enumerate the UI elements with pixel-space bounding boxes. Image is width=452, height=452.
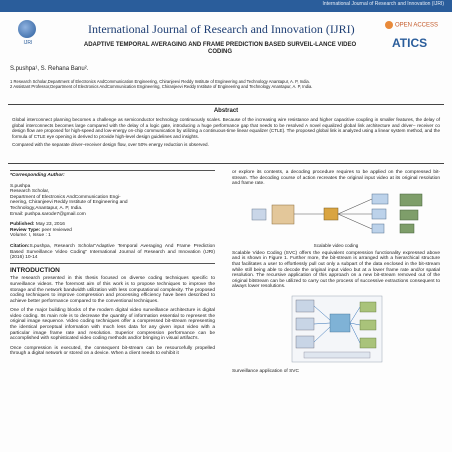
figure-caption: Scalable video coding — [313, 242, 359, 248]
globe-icon — [18, 20, 36, 38]
corresponding-author-heading: *Corresponding Author: — [10, 173, 65, 178]
surveillance-diagram — [232, 294, 440, 366]
corr-line: Technology,Anantapur, A. P, India. — [10, 205, 83, 211]
corr-line: S.pushpa — [10, 183, 31, 189]
corr-line: Department of Electronics AndCommunication Engi- — [10, 194, 121, 200]
open-access-text: OPEN ACCESS — [395, 22, 439, 29]
affiliation-2: 2 Assistant Professor,Department of Electronics AndCommunication Engineering, Chiranjeevi Reddy Institute of Engineering and Technology Anantapur, A. P, India. — [10, 84, 313, 90]
open-access-badge — [385, 21, 438, 29]
figure-caption: Surveillance application of SVC — [232, 368, 299, 374]
review-label: Review Type: — [10, 227, 41, 233]
affiliation-1: 1 Research Scholar,Department of Electronics AndCommunication Engineering, Chiranjeevi Reddy Institute of Engineering and Technology Anantapur, A. P, India. — [10, 79, 310, 84]
open-access-icon — [385, 21, 393, 29]
journal-title: International Journal of Research and Innovation (IJRI) — [88, 22, 355, 36]
abstract-heading: Abstract — [213, 108, 239, 114]
left-column — [10, 170, 215, 361]
review-value: peer reviewed — [40, 227, 72, 233]
logo-text: IJRI — [23, 40, 33, 46]
corresponding-author-box — [10, 170, 215, 264]
author-list: S.pushpa¹, S. Rehana Banu². — [10, 66, 89, 72]
volume-info: Volume: I, Issue : 1 — [10, 233, 51, 239]
corr-email[interactable]: Email: pushpa.sarode7@gmail.com — [10, 211, 86, 217]
journal-header-bar — [0, 0, 452, 12]
abstract-section — [8, 104, 444, 164]
svc-diagram — [232, 191, 440, 243]
corr-line: Research Scholar, — [10, 189, 50, 195]
body-paragraph: or explore its contents, a decoding procedure requires to be applied on the compressed bit-stream. The decoding course of action recreates the original input video at its original resolution and frame rate. — [232, 170, 440, 187]
abstract-body-2: Compared with the separate driver–receiver design flow, over 50% energy reduction is observed. — [12, 142, 209, 148]
citation-text: S.pushpa, Research Scholar"Adaptive Temporal Averaging And Frame Prediction Based Surveillance Video Coding" International Journal of Research and Innovation (IJRI) (2016) 10-14 — [10, 243, 215, 261]
corr-line: neering, Chiranjeevi Reddy Institute of Engineering and — [10, 200, 128, 206]
right-column — [232, 170, 440, 374]
citation-label: Citation: — [10, 243, 30, 249]
journal-logo — [12, 18, 44, 50]
atics-text: ATICS — [392, 36, 428, 50]
figure-surveillance-svc — [232, 294, 440, 374]
abstract-body: Global interconnect planning becomes a challenge as semiconductor technology continuously scales. Because of the increasing wire resistance and higher capacitive coupling in smaller features, the delay of global interconnects becomes large compared with the delay of a logic gate, introducing a huge performance gap that needs to be resolved A novel equalized global link architecture and driver– receiver co design flow are proposed for high-speed and low-energy on-chip communication by utilizing a continuous-time linear equalizer (CTLE). The proposed global link is analyzed using a linear system method, and the formula of CTLE eye opening is derived to provide high-level design guidelines and insights. — [12, 117, 440, 139]
atics-logo — [392, 36, 427, 50]
published-value: May 23, 2016 — [34, 222, 65, 228]
paper-title: ADAPTIVE TEMPORAL AVERAGING AND FRAME PREDICTION BASED SURVEIL-LANCE VIDEO CODING — [83, 42, 357, 55]
figure-scalable-video-coding — [232, 191, 440, 251]
intro-paragraph: One of the major building blocks of the modern digital video surveillance architecture is digital video coding. Its main role is to decrease the quantity of information essential to represent the original image sequence. Video coding techniques offer a compressed bit-stream representing the identical perceptual information with much less data for any given input video with a particular image frame rate and resolution. Superior compression performance can be accomplished with sophisticated video coding methods and/or bringing in visual artifact's. — [10, 308, 215, 342]
journal-header-text: International Journal of Research and Innovation (IJRI) — [322, 1, 444, 7]
body-paragraph: Scalable Video Coding (SVC) offers the equivalent compression functionality expressed above and is shown in Figure 1. Further more, the bit-stream is arranged with a hierarchical structure that facilitates a user to effortlessly pull out only a subpart of the data enclosed in the bit-stream while still being able to decode the original input video but at a lower frame rate and/or spatial resolution. The recursive application of this approach on a new bit-stream removed out of the original bitstream can be utilized to carry out the process of successive extractions consequent to always lower resolutions. — [232, 250, 440, 290]
published-label: Published: — [10, 222, 35, 228]
intro-paragraph: Once compression is executed, the consequent bit-stream can be resourcefully propelled through a digital network or stored on a device. When a client needs to exhibit it — [10, 345, 215, 357]
affiliations — [10, 79, 440, 89]
introduction-heading: INTRODUCTION — [10, 266, 60, 274]
intro-paragraph: The research presented in this thesis focused on diverse coding techniques specific to surveillance videos. The foremost aim of this work is to propose techniques to improve the storage and the network bandwidth utilization with less computational complexity. The proposed coding techniques to improve compression and processing efficiency have been described to achieve better performance compared to the conventional techniques. — [10, 276, 215, 304]
